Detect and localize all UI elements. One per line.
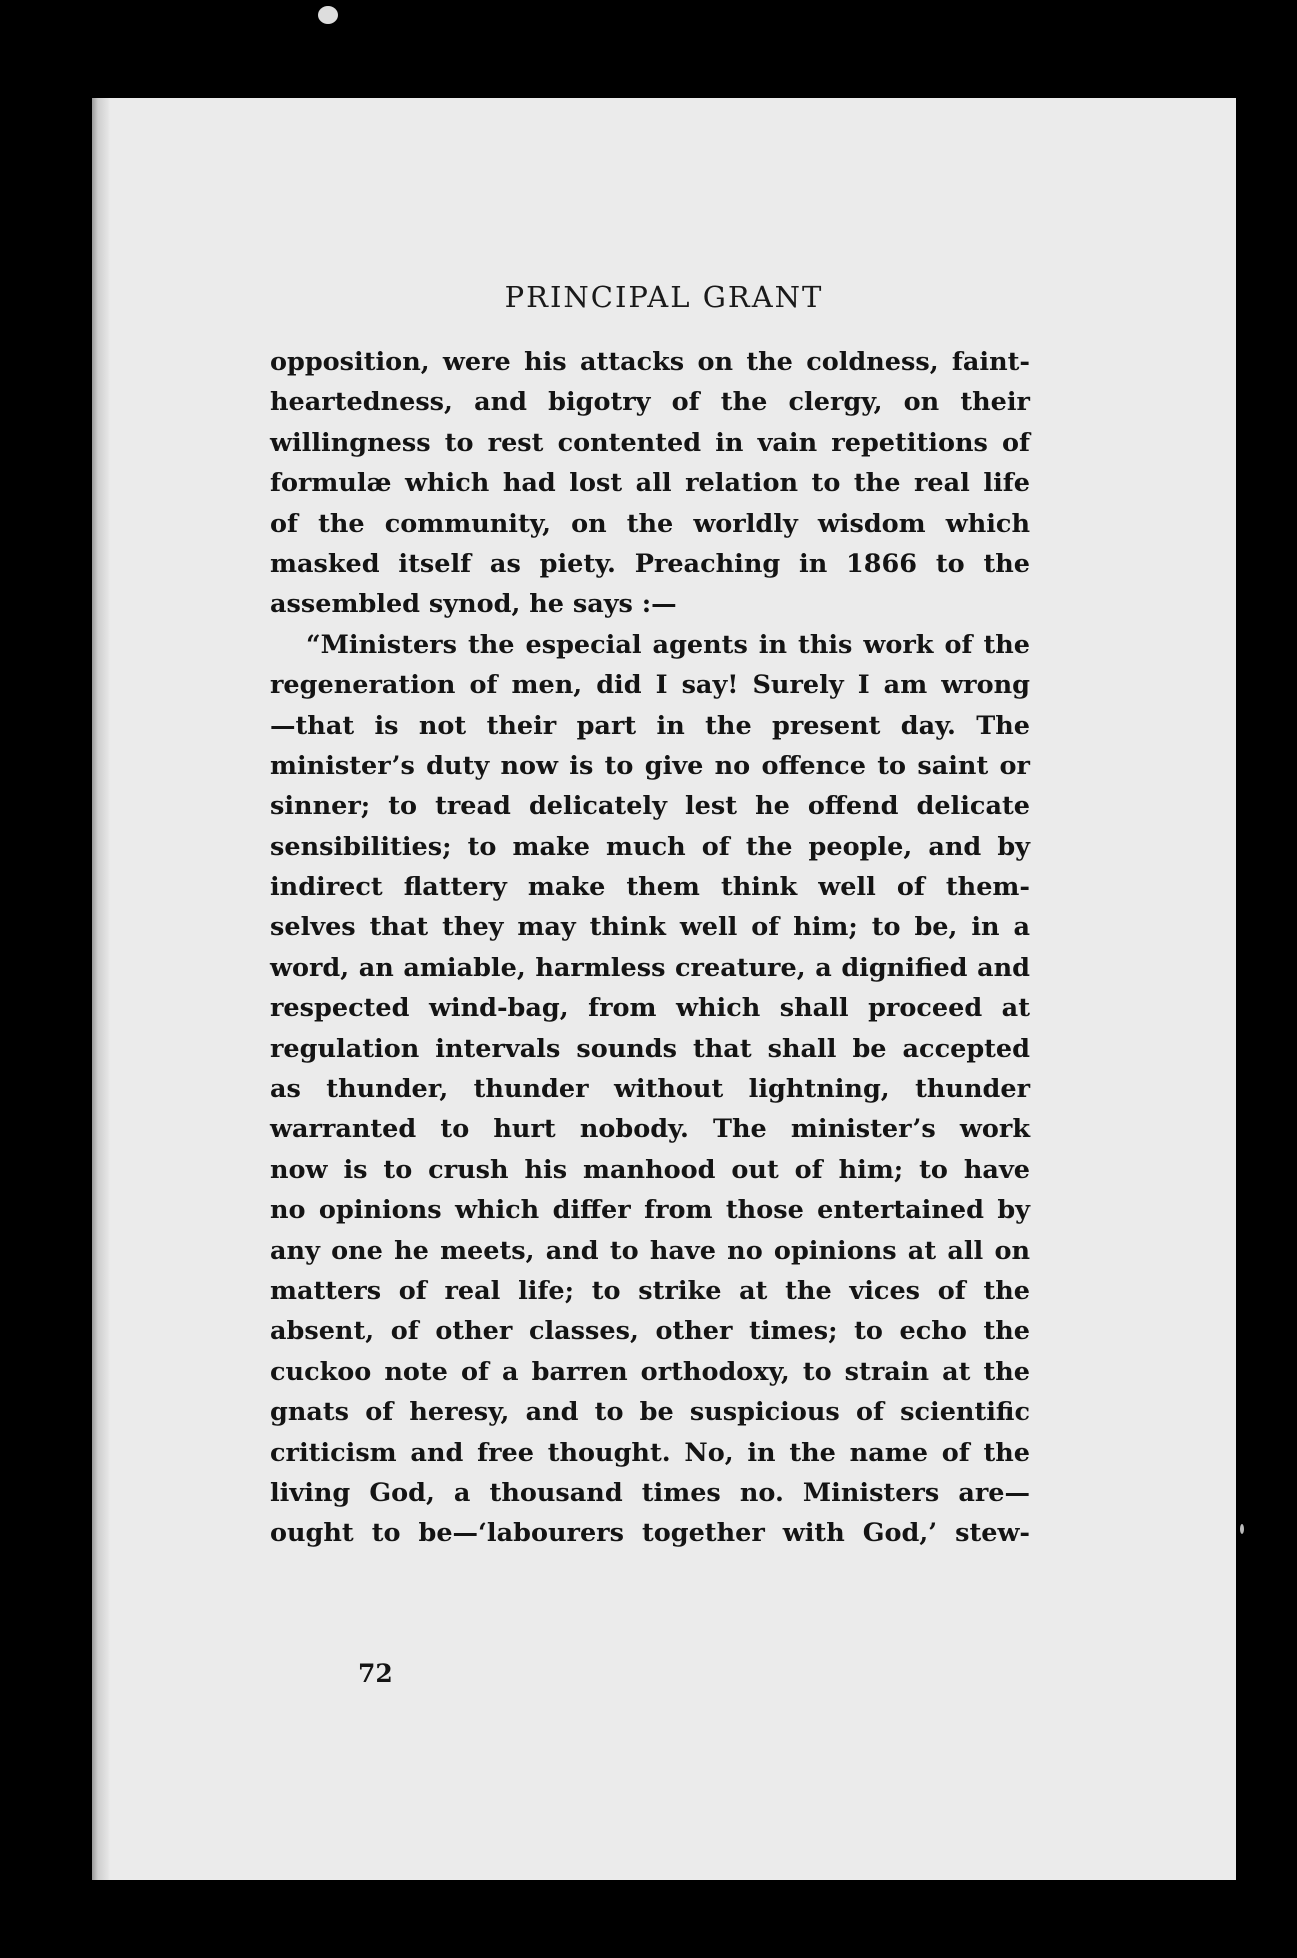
text-line: —that is not their part in the present day. The bbox=[270, 710, 1030, 741]
text-line: respected wind-bag, from which shall proceed at bbox=[270, 993, 1030, 1024]
text-line: absent, of other classes, other times; to echo the bbox=[270, 1316, 1030, 1347]
text-line: assembled synod, he says :— bbox=[270, 589, 677, 620]
text-line: any one he meets, and to have no opinions at all on bbox=[270, 1235, 1030, 1266]
text-line: living God, a thousand times no. Ministers are— bbox=[270, 1477, 1030, 1508]
text-line: as thunder, thunder without lightning, thunder bbox=[270, 1074, 1030, 1105]
scan-speck bbox=[1240, 1524, 1244, 1534]
text-line: indirect flattery make them think well of them- bbox=[270, 872, 1030, 903]
page-body bbox=[270, 342, 1030, 1554]
text-line: word, an amiable, harmless creature, a dignified and bbox=[270, 952, 1030, 983]
text-line: minister’s duty now is to give no offence to saint or bbox=[270, 750, 1030, 781]
text-line: matters of real life; to strike at the vices of the bbox=[270, 1275, 1030, 1306]
text-line: regulation intervals sounds that shall be accepted bbox=[270, 1033, 1030, 1064]
text-line: ought to be—‘labourers together with God,’ stew- bbox=[270, 1518, 1030, 1549]
text-line: gnats of heresy, and to be suspicious of scientific bbox=[270, 1397, 1030, 1428]
text-line: criticism and free thought. No, in the name of the bbox=[270, 1437, 1030, 1468]
text-line: willingness to rest contented in vain repetitions of bbox=[270, 427, 1030, 458]
text-line: formulæ which had lost all relation to the real life bbox=[270, 468, 1030, 499]
text-line: regeneration of men, did I say! Surely I am wrong bbox=[270, 670, 1030, 701]
text-line: sinner; to tread delicately lest he offend delicate bbox=[270, 791, 1030, 822]
text-line: masked itself as piety. Preaching in 1866 to the bbox=[270, 548, 1030, 579]
text-line: no opinions which differ from those entertained by bbox=[270, 1195, 1030, 1226]
text-line: “Ministers the especial agents in this work of the bbox=[306, 629, 1030, 660]
text-line: sensibilities; to make much of the people, and by bbox=[270, 831, 1030, 862]
text-line: of the community, on the worldly wisdom which bbox=[270, 508, 1030, 539]
text-line: cuckoo note of a barren orthodoxy, to strain at the bbox=[270, 1356, 1030, 1387]
text-line: selves that they may think well of him; to be, in a bbox=[270, 912, 1030, 943]
text-line: now is to crush his manhood out of him; to have bbox=[270, 1154, 1030, 1185]
text-line: heartedness, and bigotry of the clergy, on their bbox=[270, 387, 1030, 418]
book-page bbox=[92, 98, 1236, 1880]
scan-speck bbox=[318, 6, 338, 24]
text-line: opposition, were his attacks on the coldness, faint- bbox=[270, 347, 1030, 377]
running-head: PRINCIPAL GRANT bbox=[504, 280, 824, 314]
text-line: warranted to hurt nobody. The minister’s work bbox=[270, 1114, 1030, 1145]
page-number: 72 bbox=[358, 1659, 393, 1688]
